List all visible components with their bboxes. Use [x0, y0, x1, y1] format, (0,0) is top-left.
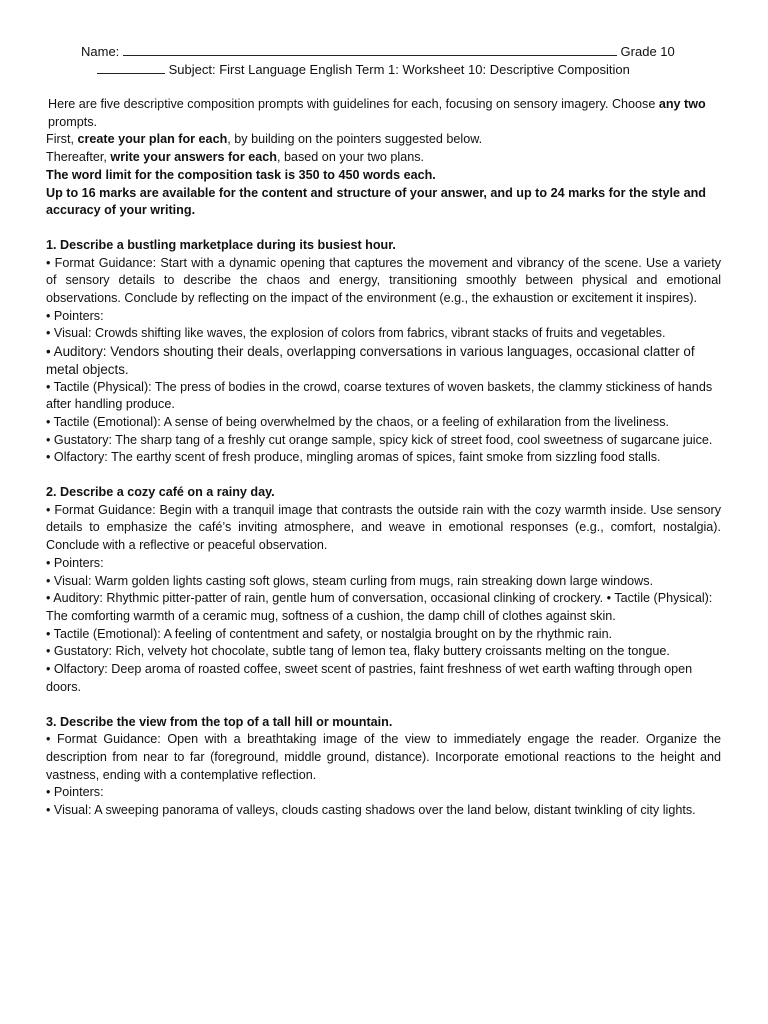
intro-answers-start: Thereafter,: [46, 150, 111, 165]
prompt-1: [46, 237, 721, 467]
intro-plan-start: First,: [46, 132, 78, 147]
name-blank: [123, 43, 617, 56]
prompt-3-visual: • Visual: A sweeping panorama of valleys, clouds casting shadows over the land below, distant twinkling of city lights.: [46, 803, 696, 818]
prompt-3: [46, 714, 721, 820]
intro-plan: [46, 131, 721, 149]
intro-answers-bold: write your answers for each: [110, 150, 277, 165]
prompt-1-tactile-emotional: • Tactile (Emotional): A sense of being overwhelmed by the chaos, or a feeling of exhilaration from the liveliness.: [46, 414, 670, 429]
intro: [46, 96, 721, 220]
prompt-1-pointers: • Pointers:: [46, 308, 104, 323]
prompt-1-title: 1. Describe a bustling marketplace during its busiest hour.: [46, 237, 396, 252]
intro-plan-end: , by building on the pointers suggested below.: [227, 132, 483, 147]
prompt-1-auditory: • Auditory: Vendors shouting their deals, overlapping conversations in various languages, occasional clatter of metal objects.: [46, 344, 695, 377]
word-limit: The word limit for the composition task is 350 to 450 words each.: [46, 167, 436, 182]
prompt-1-format: • Format Guidance: Start with a dynamic opening that captures the movement and vibrancy of the scene. Use a variety of sensory details to describe the chaos and energy, transitioning smoothly between physical and emotional observations. Conclude by reflecting on the impact of the environment (e.g., the exhaustion or excitement it inspires).: [46, 255, 721, 306]
grade-blank: [97, 61, 165, 74]
prompt-2-auditory-tactile: • Auditory: Rhythmic pitter-patter of rain, gentle hum of conversation, occasional clinking of crockery. • Tactile (Physical): The comforting warmth of a ceramic mug, softness of a cushion, the damp chill of clothes against skin.: [46, 591, 713, 623]
prompt-3-title: 3. Describe the view from the top of a tall hill or mountain.: [46, 714, 393, 729]
prompt-2-olfactory: • Olfactory: Deep aroma of roasted coffee, sweet scent of pastries, faint freshness of wet earth wafting through open doors.: [46, 662, 693, 694]
intro-choose: [46, 96, 721, 131]
grade-label: Grade 10: [620, 44, 675, 59]
prompt-2-gustatory: • Gustatory: Rich, velvety hot chocolate, subtle tang of lemon tea, flaky buttery croissants melting on the tongue.: [46, 644, 670, 659]
prompt-2-pointers: • Pointers:: [46, 555, 104, 570]
subject-text: Subject: First Language English Term 1: Worksheet 10: Descriptive Composition: [168, 62, 630, 77]
intro-plan-bold: create your plan for each: [77, 132, 228, 147]
name-line: [81, 43, 675, 61]
prompt-2-tactile-emotional: • Tactile (Emotional): A feeling of contentment and safety, or nostalgia brought on by the rhythmic rain.: [46, 626, 613, 641]
name-label: Name:: [81, 44, 120, 59]
subject-line: [97, 61, 630, 79]
intro-answers: [46, 149, 721, 167]
prompt-3-format: • Format Guidance: Open with a breathtaking image of the view to immediately engage the reader. Organize the description from near to far (foreground, middle ground, distance). Incorporate emotional reactions to the height and vastness, ending with a contemplative reflection.: [46, 732, 721, 782]
intro-choose-text: Here are five descriptive composition prompts with guidelines for each, focusing on sensory imagery. Choose: [48, 97, 659, 111]
intro-choose-bold: any two: [658, 97, 706, 111]
prompt-1-visual: • Visual: Crowds shifting like waves, the explosion of colors from fabrics, vibrant stacks of fruits and vegetables.: [46, 326, 666, 341]
intro-answers-end: , based on your two plans.: [277, 150, 425, 165]
prompt-2-format: • Format Guidance: Begin with a tranquil image that contrasts the outside rain with the cozy warmth inside. Use sensory details to emphasize the café’s inviting atmosphere, and weave in emotional responses (e.g., comfort, nostalgia). Conclude with a reflective or peaceful observation.: [46, 502, 721, 553]
prompt-1-tactile-physical: • Tactile (Physical): The press of bodies in the crowd, coarse textures of woven baskets, the clammy stickiness of hands after handling produce.: [46, 379, 713, 412]
prompt-2-title: 2. Describe a cozy café on a rainy day.: [46, 485, 275, 500]
intro-choose-end: prompts.: [48, 114, 97, 129]
prompt-2-visual: • Visual: Warm golden lights casting soft glows, steam curling from mugs, rain streaking down large windows.: [46, 573, 654, 588]
prompt-2: [46, 484, 721, 696]
marks-info: Up to 16 marks are available for the content and structure of your answer, and up to 24 marks for the style and accuracy of your writing.: [46, 185, 706, 218]
worksheet-content: [46, 96, 721, 820]
prompt-1-olfactory: • Olfactory: The earthy scent of fresh produce, mingling aromas of spices, faint smoke from sizzling food stalls.: [46, 450, 661, 465]
prompt-3-pointers: • Pointers:: [46, 785, 104, 800]
prompt-1-gustatory: • Gustatory: The sharp tang of a freshly cut orange sample, spicy kick of street food, cool sweetness of sugarcane juice.: [46, 432, 713, 447]
